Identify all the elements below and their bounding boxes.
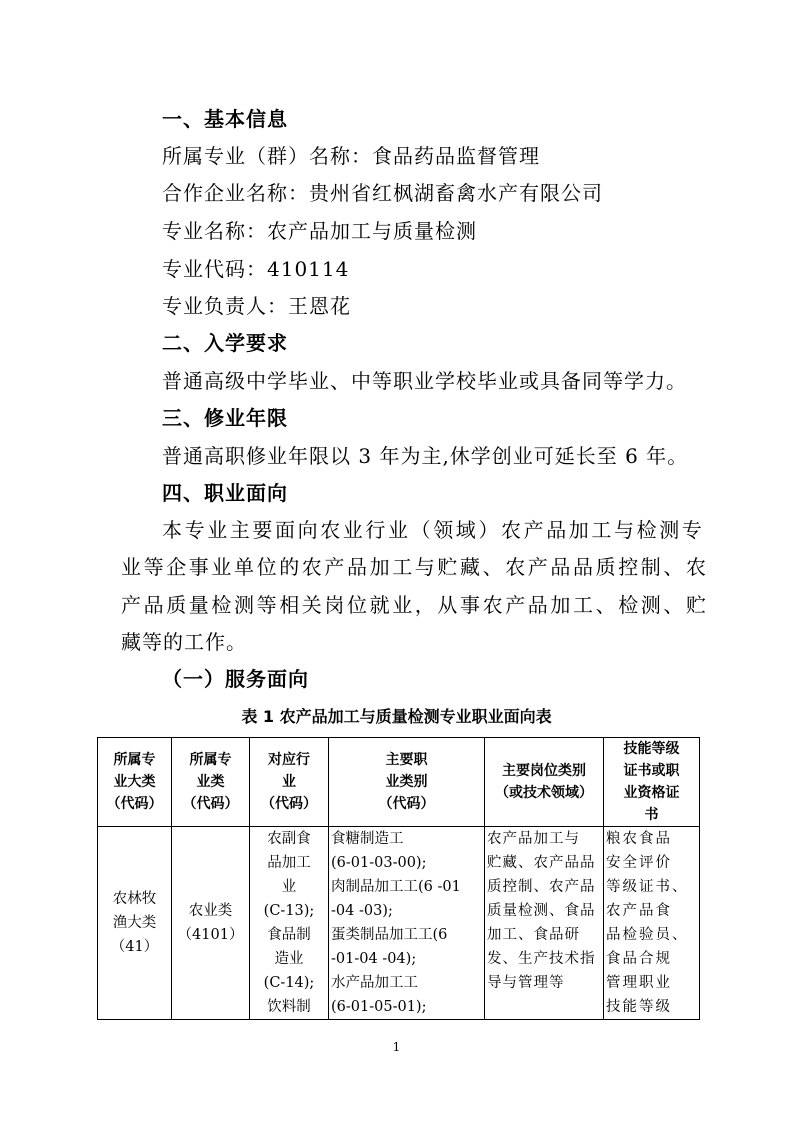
- career-paragraph-line: 业等企事业单位的农产品加工与贮藏、农产品品质控制、农: [121, 555, 709, 579]
- career-paragraph-line: 产品质量检测等相关岗位就业，从事农产品加工、检测、贮: [121, 593, 709, 617]
- header-occupation: 主要职 业类别 （代码）: [329, 738, 485, 827]
- header-major-category: 所属专 业大类 （代码）: [98, 738, 172, 827]
- cell-occupation: 食糖制造工 (6-01-03-00); 肉制品加工工(6 -01 -04 -03); 蛋类制品加工工(6 -01-04 -04); 水产品加工工 (6-01-05-01);: [329, 827, 485, 1020]
- heading-admission: 二、入学要求: [162, 331, 288, 355]
- header-certificates: 技能等级 证书或职 业资格证 书: [604, 738, 700, 827]
- table-caption: 表 1 农产品加工与质量检测专业职业面向表: [241, 707, 552, 726]
- major-code-line: 专业代码：410114: [162, 257, 350, 281]
- cell-industry: 农副食 品加工 业 (C-13); 食品制 造业 (C-14); 饮料制: [250, 827, 329, 1020]
- header-positions: 主要岗位类别 （或技术领域）: [485, 738, 604, 827]
- heading-duration: 三、修业年限: [162, 406, 288, 430]
- sub-heading-service: （一）服务面向: [162, 667, 309, 691]
- partner-line: 合作企业名称：贵州省红枫湖畜禽水产有限公司: [162, 181, 603, 205]
- heading-career: 四、职业面向: [162, 481, 288, 505]
- page-number: 1: [392, 1040, 401, 1054]
- header-industry: 对应行 业 （代码）: [250, 738, 329, 827]
- leader-line: 专业负责人：王恩花: [162, 294, 351, 318]
- table-header-row: [98, 738, 700, 827]
- cell-certificates: 粮农食品 安全评价 等级证书、 农产品食 品检验员、 食品合规 管理职业 技能等级: [604, 827, 700, 1020]
- table-row: [98, 827, 700, 1020]
- major-group-line: 所属专业（群）名称：食品药品监督管理: [162, 144, 540, 168]
- heading-basic-info: 一、基本信息: [162, 107, 288, 131]
- career-paragraph-line: 本专业主要面向农业行业（领域）农产品加工与检测专: [162, 518, 705, 542]
- major-name-line: 专业名称：农产品加工与质量检测: [162, 219, 477, 243]
- admission-text: 普通高级中学毕业、中等职业学校毕业或具备同等学力。: [162, 369, 687, 393]
- cell-positions: 农产品加工与 贮藏、农产品品 质控制、农产品 质量检测、食品 加工、食品研 发、生产技术指 导与管理等: [485, 827, 604, 1020]
- cell-major-category: 农林牧 渔大类 （41）: [98, 827, 172, 1020]
- career-paragraph-line: 藏等的工作。: [121, 630, 247, 654]
- duration-text: 普通高职修业年限以 3 年为主,休学创业可延长至 6 年。: [162, 444, 689, 468]
- career-orientation-table: [97, 737, 700, 1020]
- header-major-class: 所属专 业类 （代码）: [172, 738, 250, 827]
- cell-major-class: 农业类 （4101）: [172, 827, 250, 1020]
